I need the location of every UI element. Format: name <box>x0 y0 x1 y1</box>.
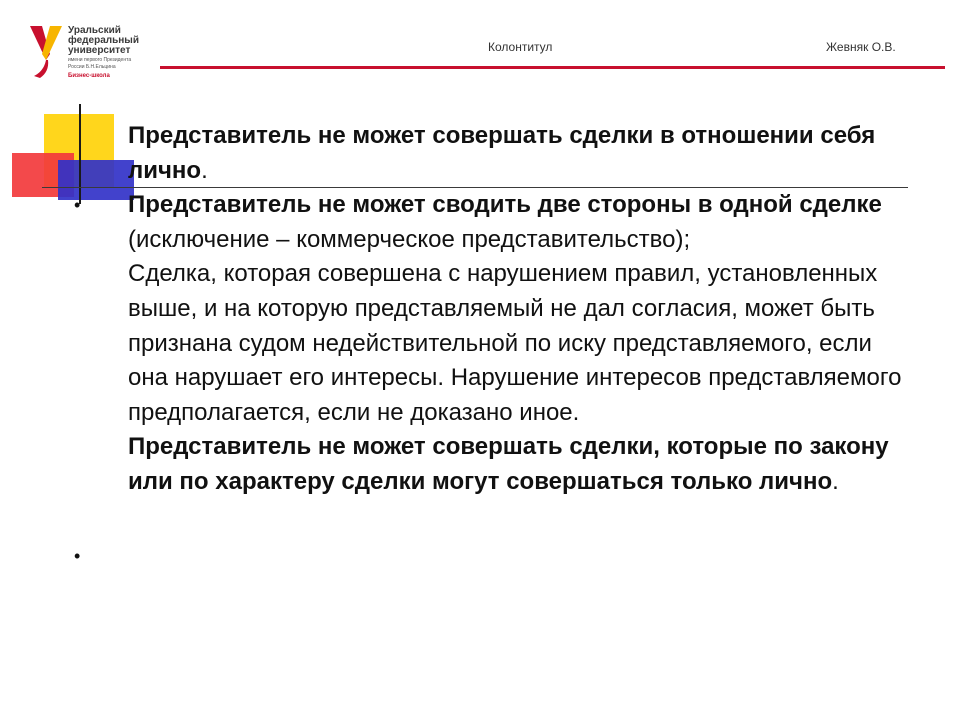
paragraph-4-bold: Представитель не может совершать сделки, которые по закону или по характеру сделки могут совершаться только лично <box>128 433 889 495</box>
bullet-icon: • <box>74 195 81 215</box>
paragraph-1-bold: Представитель не может совершать сделки в отношении себя лично <box>128 122 876 184</box>
header-author: Жевняк О.В. <box>826 40 896 54</box>
decor-blue-square <box>58 160 134 200</box>
slide-body <box>128 119 908 500</box>
decor-vertical-line <box>79 104 81 204</box>
logo-line-3: университет <box>68 45 131 56</box>
paragraph-2-rest: (исключение – коммерческое представительство); <box>128 225 691 253</box>
paragraph-1 <box>128 119 908 188</box>
logo-line-2: федеральный <box>68 35 139 46</box>
header-footer-label: Колонтитул <box>488 40 553 54</box>
logo-text <box>68 26 160 80</box>
logo-subtitle-2: России Б.Н.Ельцина <box>68 64 116 70</box>
paragraph-4-end: . <box>832 467 839 495</box>
logo-line-1: Уральский <box>68 25 121 36</box>
bullet-icon: • <box>74 546 81 566</box>
logo-school: Бизнес-школа <box>68 73 110 79</box>
paragraph-3: Сделка, которая совершена с нарушением правил, установленных выше, и на которую представляемый не дал согласия, может быть признана судом недействительной по иску представляемого, если она нарушает его интересы. Нарушение интересов представляемого предполагается, если не доказано иное. <box>128 260 902 426</box>
header-divider <box>160 66 945 69</box>
ural-university-logo-icon <box>28 24 64 80</box>
paragraph-2-bold: Представитель не может сводить две стороны в одной сделке <box>128 191 882 219</box>
logo-subtitle-1: имени первого Президента <box>68 57 132 63</box>
paragraph-4 <box>128 430 908 499</box>
paragraph-2 <box>128 188 908 257</box>
paragraph-1-end: . <box>201 156 208 184</box>
university-logo <box>28 24 158 90</box>
